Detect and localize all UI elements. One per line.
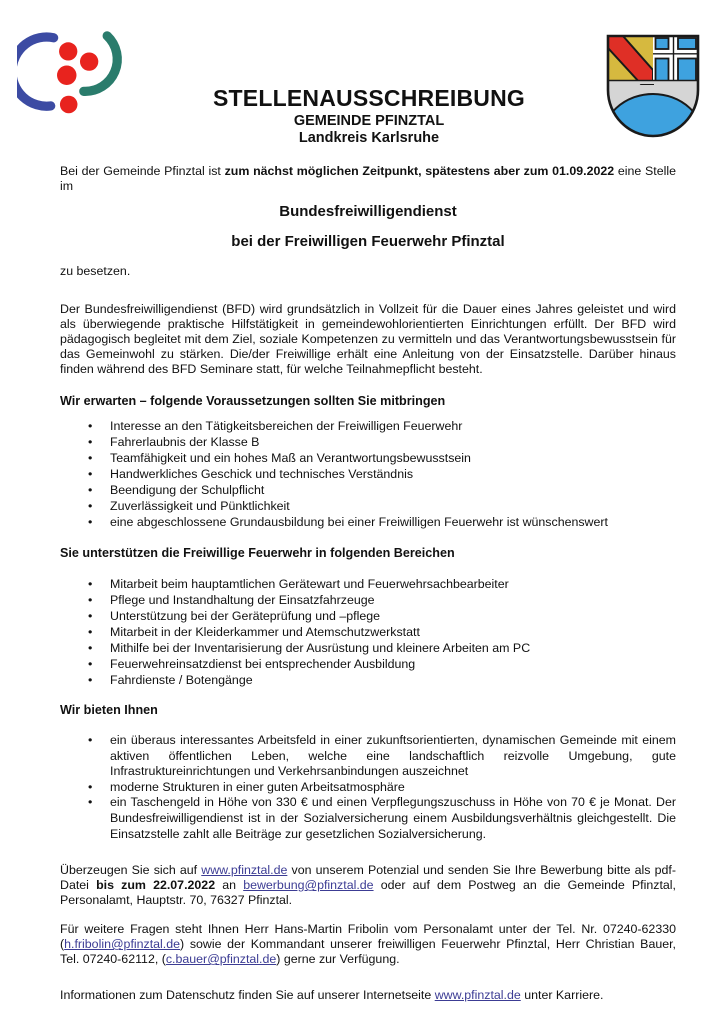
list-item: • ein Taschengeld in Höhe von 330 € und einen Verpflegungszuschuss in Höhe von 70 € je Monat. Der Bundesfreiwilligendienst ist in der Sozialversicherung einem Ausbildungsverhältnis gleichgestellt. Die Einsatzstelle zahlt alle Beiträge zur gesetzlichen Sozialversicherung. [110, 795, 676, 842]
district-name: Landkreis Karlsruhe [298, 129, 440, 146]
list-item: • Handwerkliches Geschick und technisches Verständnis [110, 466, 676, 482]
list-item: • Interesse an den Tätigkeitsbereichen der Freiwilligen Feuerwehr [110, 418, 676, 434]
contact-paragraph [60, 922, 676, 967]
requirements-list [60, 418, 676, 530]
list-item: • Mithilfe bei der Inventarisierung der Ausrüstung und kleinere Arbeiten am PC [110, 640, 676, 656]
list-item: • Feuerwehreinsatzdienst bei entsprechender Ausbildung [110, 656, 676, 672]
organization-name: GEMEINDE PFINZTAL [293, 113, 445, 130]
list-item: • Teamfähigkeit und ein hohes Maß an Verantwortungsbewusstsein [110, 450, 676, 466]
title-block [135, 29, 603, 146]
application-text: Überzeugen Sie sich auf [60, 863, 202, 878]
contact-text: Für weitere Fragen steht Ihnen Herr Hans-Martin Fribolin vom Personalamt unter der Tel. Nr. 07240-62330 ( [60, 922, 676, 952]
intro-closing: zu besetzen. [60, 264, 131, 278]
section-heading-requirements: Wir erwarten – folgende Voraussetzungen sollten Sie mitbringen [60, 394, 446, 408]
application-deadline-bold: bis zum 22.07.2022 [96, 878, 216, 893]
application-text: von unserem Potenzial und senden Sie Ihre Bewerbung bitte als pdf-Datei [60, 863, 676, 893]
position-subtitle: bei der Freiwilligen Feuerwehr Pfinztal [231, 233, 505, 250]
fribolin-email-link[interactable]: h.fribolin@pfinztal.de [64, 937, 181, 952]
list-item: • Unterstützung bei der Geräteprüfung und –pflege [110, 608, 676, 624]
list-item: • eine abgeschlossene Grundausbildung bei einer Freiwilligen Feuerwehr ist wünschenswert [110, 514, 676, 530]
privacy-paragraph [60, 988, 676, 1003]
datenschutz-website-link[interactable]: www.pfinztal.de [434, 988, 521, 1003]
list-item: • Fahrdienste / Botengänge [110, 672, 676, 688]
section-heading-tasks: Sie unterstützen die Freiwillige Feuerwehr in folgenden Bereichen [60, 546, 455, 560]
pfinztal-website-link[interactable]: www.pfinztal.de [201, 863, 288, 878]
tasks-list [60, 576, 676, 688]
pfinztal-coat-of-arms-icon [603, 29, 703, 147]
bfd-description-paragraph: Der Bundesfreiwilligendienst (BFD) wird grundsätzlich in Vollzeit für die Dauer eines Jahres geleistet und wird als überwiegende praktische Hilfstätigkeit in gemeindewohlorientierten Einrichtungen erfüllt. Der BFD wird pädagogisch begleitet mit dem Ziel, soziale Kompetenzen zu vermitteln und das Verantwortungsbewusstsein für das Gemeinwohl zu stärken. Die/der Freiwillige erhält eine Anleitung von der Einsatzstelle. Darüber hinaus finden während des BFD Seminare statt, für welche Teilnahmepflicht besteht. [60, 302, 676, 376]
list-item: • Pflege und Instandhaltung der Einsatzfahrzeuge [110, 592, 676, 608]
offer-list [60, 733, 676, 842]
contact-text: ) gerne zur Verfügung. [276, 952, 400, 967]
document-body [60, 164, 676, 1003]
list-item: • moderne Strukturen in einer guten Arbeitsatmosphäre [110, 780, 676, 796]
intro-text-post: eine Stelle im [60, 164, 676, 193]
bauer-email-link[interactable]: c.bauer@pfinztal.de [165, 952, 277, 967]
list-item: • ein überaus interessantes Arbeitsfeld in einer zukunftsorientierten, dynamischen Gemeinde mit einem aktiven öffentlichen Leben, welche eine landschaftlich reizvolle Umgebung, gute Infrastruktureinrichtungen und Verkehrsanbindungen auszeichnet [110, 733, 676, 780]
privacy-text: unter Karriere. [520, 988, 604, 1003]
intro-text-pre: Bei der Gemeinde Pfinztal ist [60, 164, 225, 178]
document-header [0, 0, 721, 147]
application-text: an [215, 878, 244, 893]
list-item: • Mitarbeit in der Kleiderkammer und Atemschutzwerkstatt [110, 624, 676, 640]
document-title: STELLENAUSSCHREIBUNG [213, 85, 525, 111]
list-item: • Zuverlässigkeit und Pünktlichkeit [110, 498, 676, 514]
privacy-text: Informationen zum Datenschutz finden Sie auf unserer Internetseite [60, 988, 435, 1003]
section-heading-offer: Wir bieten Ihnen [60, 703, 158, 717]
position-title: Bundesfreiwilligendienst [279, 203, 457, 220]
list-item: • Mitarbeit beim hauptamtlichen Gerätewart und Feuerwehrsachbearbeiter [110, 576, 676, 592]
application-text: oder auf dem Postweg an die Gemeinde Pfinztal, Personalamt, Hauptstr. 70, 76327 Pfinztal. [60, 878, 676, 908]
application-paragraph [60, 863, 676, 908]
contact-text: ) sowie der Kommandant unserer freiwilligen Feuerwehr Pfinztal, Herr Christian Bauer, Tel. 07240-62112, ( [60, 937, 676, 967]
intro-paragraph [60, 164, 676, 194]
list-item: • Beendigung der Schulpflicht [110, 482, 676, 498]
application-email-link[interactable]: bewerbung@pfinztal.de [243, 878, 374, 893]
pfinztal-municipality-logo-icon [17, 29, 135, 141]
intro-deadline-bold: zum nächst möglichen Zeitpunkt, spätestens aber zum 01.09.2022 [224, 164, 615, 178]
list-item: • Fahrerlaubnis der Klasse B [110, 434, 676, 450]
